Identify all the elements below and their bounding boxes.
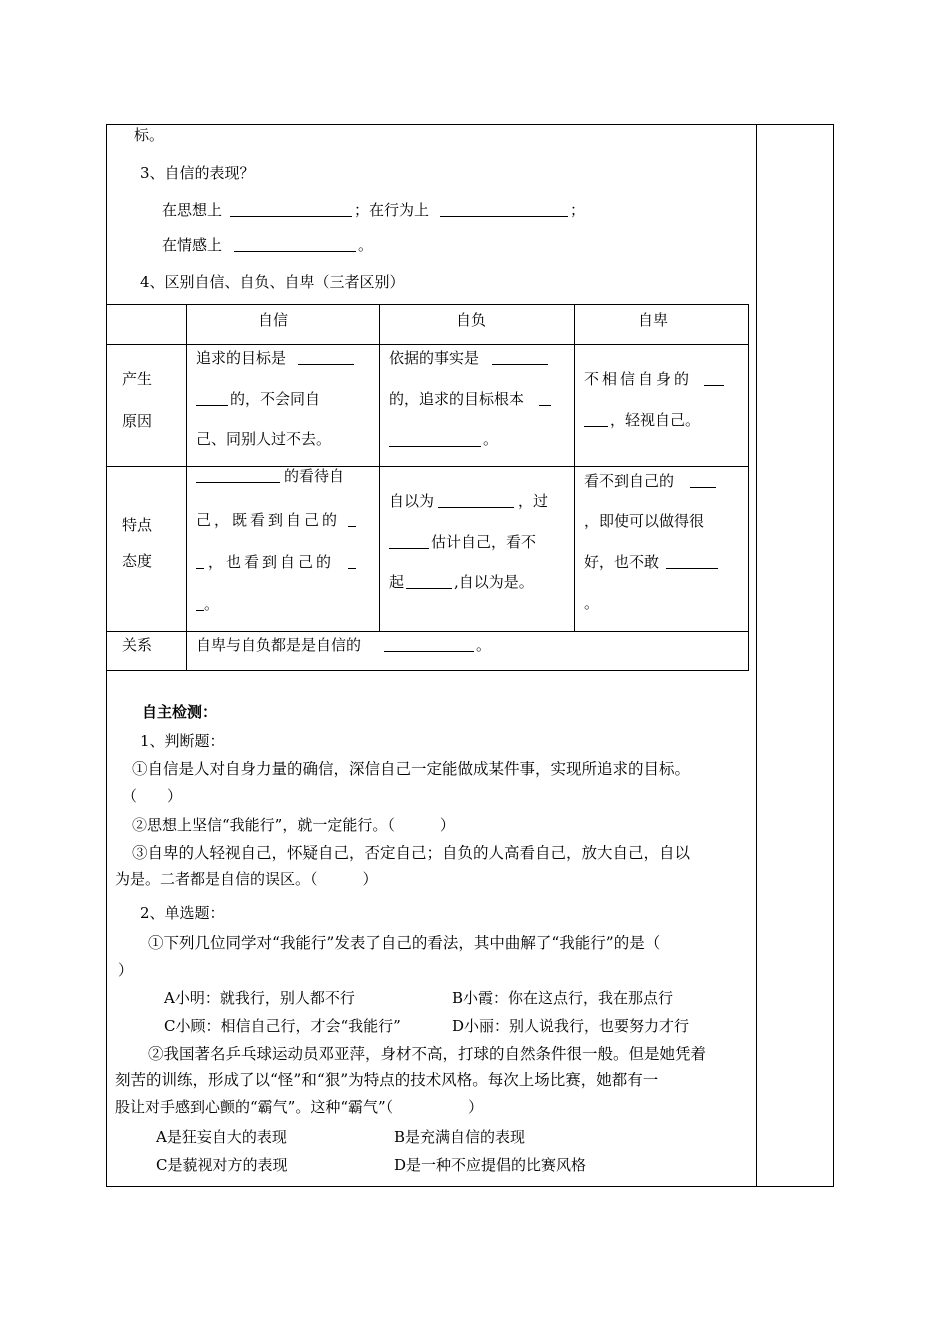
- r1c2-line3: 。: [483, 430, 499, 448]
- r2c2-line2: 估计自己，看不: [431, 533, 537, 551]
- frame-right: [833, 124, 834, 1187]
- r2c3-blank1: [690, 473, 716, 488]
- table-col-line-1: [186, 304, 187, 671]
- choice-2-A[interactable]: A是狂妄自大的表现: [156, 1128, 287, 1146]
- r1c3-blank1: [704, 371, 724, 386]
- choice-2-D[interactable]: D是一种不应提倡的比赛风格: [394, 1156, 587, 1174]
- table-right: [748, 304, 749, 671]
- row1-label-b: 原因: [122, 412, 153, 430]
- table-row-line-3: [106, 631, 749, 632]
- choice-1-A[interactable]: A小明：就我行，别人都不行: [164, 989, 355, 1007]
- choice-1-B[interactable]: B小霞：你在这点行，我在那点行: [452, 989, 674, 1007]
- header-conceit: 自负: [456, 311, 487, 329]
- r1c1-line2: 的，不会同自: [230, 390, 321, 408]
- behavior-blank: [440, 202, 568, 217]
- r2c3-blank2: [666, 554, 718, 569]
- judge-heading: 1、判断题：: [140, 732, 225, 750]
- r2c2-blank1: [438, 493, 514, 508]
- r1c1-line1: 追求的目标是: [196, 349, 287, 367]
- r2c3-line3: 好，也不敢: [584, 553, 660, 571]
- question-4: 4、区别自信、自负、自卑（三者区别）: [140, 273, 405, 291]
- judge-3a: ③自卑的人轻视自己，怀疑自己，否定自己；自负的人高看自己，放大自己，自以: [132, 844, 691, 862]
- r2c1-blank3: [196, 554, 204, 569]
- judge-1-paren: （ ）: [122, 787, 183, 805]
- r1c2-line1: 依据的事实是: [389, 349, 480, 367]
- choice-2a: ②我国著名乒乓球运动员邓亚萍，身材不高，打球的自然条件很一般。但是她凭着: [148, 1045, 707, 1063]
- thought-blank: [230, 202, 352, 217]
- r2c1-line3: ，也看到自己的: [208, 553, 335, 571]
- r2c1-line2: 己，既看到自己的: [196, 511, 341, 529]
- r2c1-line1: 的看待自: [284, 467, 345, 485]
- continuation-text: 标。: [134, 126, 165, 144]
- table-bottom: [106, 670, 749, 671]
- behavior-end: ；: [570, 201, 586, 219]
- table-col-line-2: [379, 304, 380, 632]
- row3-label: 关系: [122, 636, 153, 654]
- r2c2-line3b: ,自以为是。: [454, 573, 534, 591]
- r2c3-line4: 。: [584, 594, 600, 612]
- choice-2c: 股让对手感到心颤的“霸气”。这种“霸气”（ ）: [115, 1098, 484, 1116]
- thought-label: 在思想上: [162, 201, 223, 219]
- choice-2b: 刻苦的训练，形成了以“怪”和“狠”为特点的技术风格。每次上场比赛，她都有一: [115, 1071, 659, 1089]
- r1c2-line2: 的，追求的目标根本: [389, 390, 525, 408]
- judge-2: ②思想上坚信“我能行”，就一定能行。（ ）: [132, 816, 455, 834]
- row2-label-b: 态度: [122, 552, 153, 570]
- emotion-end: 。: [358, 236, 374, 254]
- row3-end: 。: [476, 636, 492, 654]
- frame-bottom: [106, 1186, 834, 1187]
- choice-1-D[interactable]: D小丽：别人说我行，也要努力才行: [452, 1017, 690, 1035]
- r2c1-blank2: [348, 512, 356, 527]
- choice-1a: ①下列几位同学对“我能行”发表了自己的看法，其中曲解了“我能行”的是（: [148, 934, 661, 952]
- frame-top: [106, 124, 834, 125]
- judge-3b: 为是。二者都是自信的误区。（ ）: [115, 870, 378, 888]
- r2c1-blank5: [196, 596, 204, 611]
- row3-blank: [384, 637, 474, 652]
- choice-1-C[interactable]: C小顾：相信自己行，才会“我能行”: [164, 1017, 401, 1035]
- emotion-label: 在情感上: [162, 236, 223, 254]
- r1c1-line3: 己、同别人过不去。: [196, 430, 332, 448]
- choice-1b: ）: [118, 961, 134, 979]
- header-inferiority: 自卑: [638, 311, 669, 329]
- r1c3-line1: 不相信自身的: [584, 370, 693, 388]
- table-row-line-2: [106, 466, 749, 467]
- table-top: [106, 304, 749, 305]
- choice-heading: 2、单选题：: [140, 904, 225, 922]
- r1c2-blank2: [539, 391, 551, 406]
- r2c3-line1: 看不到自己的: [584, 472, 675, 490]
- choice-2-B[interactable]: B是充满自信的表现: [394, 1128, 526, 1146]
- row2-label-a: 特点: [122, 516, 153, 534]
- r1c1-blank1: [298, 350, 354, 365]
- r2c2-line1b: ，过: [518, 492, 549, 510]
- row3-text: 自卑与自负都是是自信的: [196, 636, 362, 654]
- table-col-line-3: [574, 304, 575, 632]
- r2c2-blank2: [389, 534, 429, 549]
- judge-1: ①自信是人对自身力量的确信，深信自己一定能做成某件事，实现所追求的目标。: [132, 760, 691, 778]
- table-row-line-1: [106, 344, 749, 345]
- r2c1-line4: 。: [204, 595, 220, 613]
- frame-left: [106, 124, 107, 1187]
- r2c1-blank4: [348, 554, 356, 569]
- r2c2-line1: 自以为: [389, 492, 435, 510]
- emotion-blank: [234, 237, 356, 252]
- behavior-label: ；在行为上: [354, 201, 430, 219]
- r1c3-blank2: [584, 412, 608, 427]
- header-confidence: 自信: [258, 311, 289, 329]
- r1c3-line2: ，轻视自己。: [610, 411, 701, 429]
- question-3: 3、自信的表现？: [140, 164, 255, 182]
- r2c3-line2: ，即使可以做得很: [584, 512, 705, 530]
- r2c2-blank3: [406, 574, 452, 589]
- r1c1-blank2: [196, 391, 228, 406]
- r1c2-blank3: [389, 432, 481, 447]
- r1c2-blank1: [492, 350, 548, 365]
- r2c1-blank1: [196, 468, 280, 483]
- frame-divider: [756, 124, 757, 1187]
- row1-label-a: 产生: [122, 370, 153, 388]
- r2c2-line3: 起: [389, 573, 405, 591]
- choice-2-C[interactable]: C是藐视对方的表现: [156, 1156, 288, 1174]
- section-title: 自主检测：: [142, 703, 218, 721]
